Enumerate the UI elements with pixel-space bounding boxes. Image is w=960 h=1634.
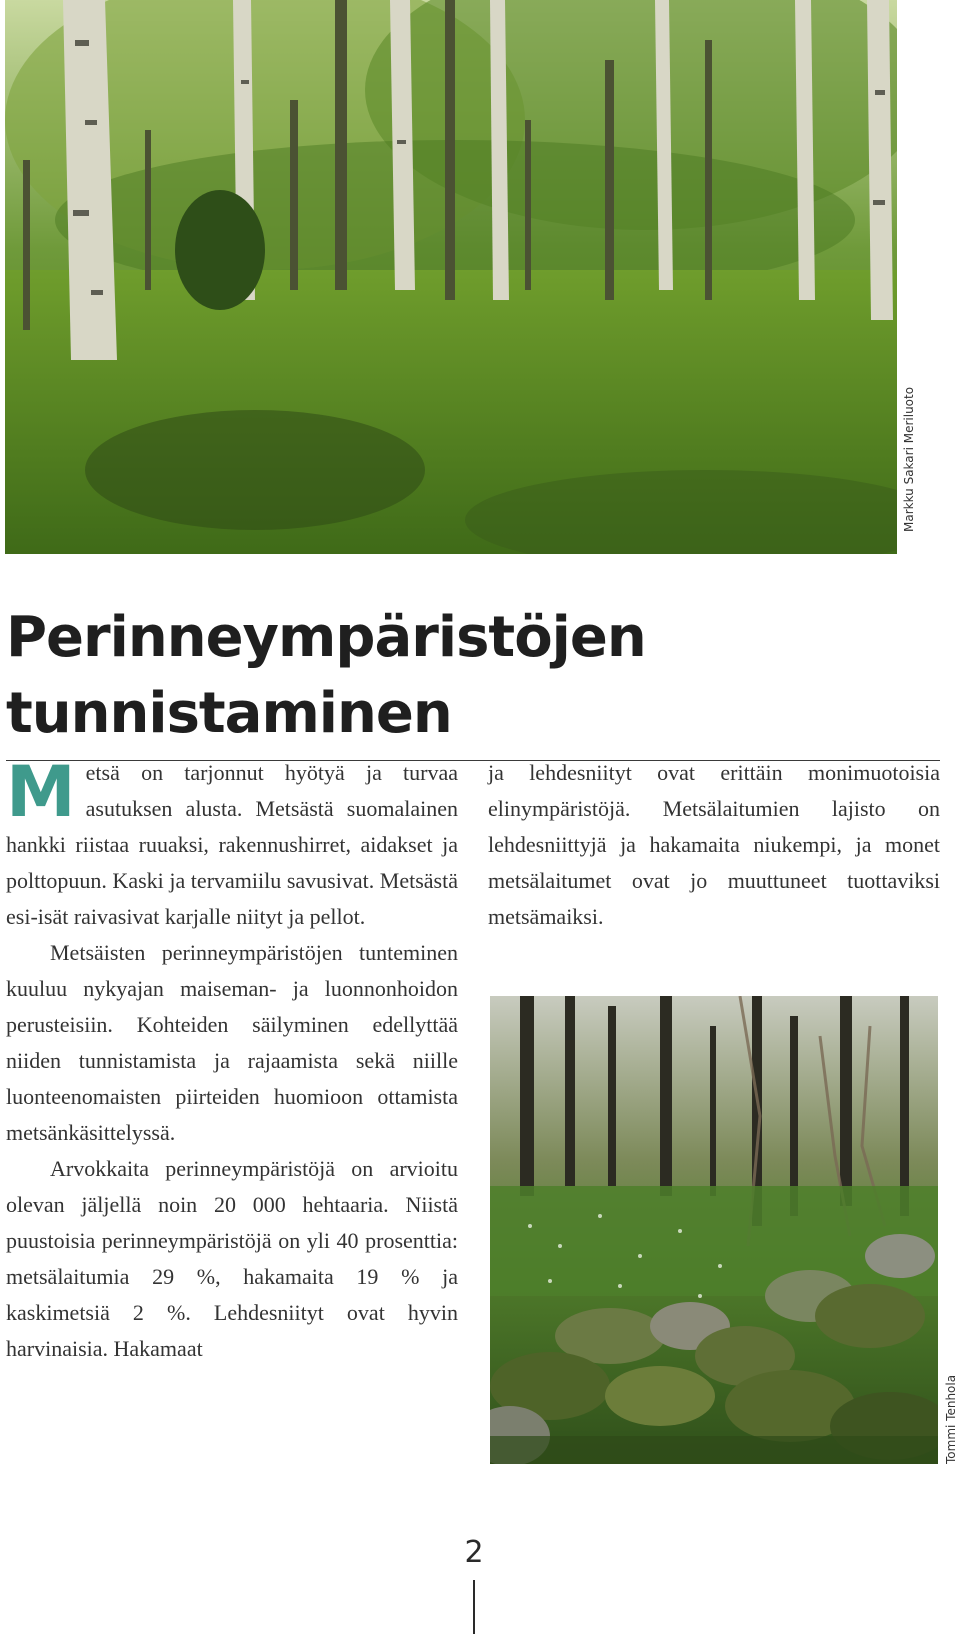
page-number: 2 [464,1535,484,1570]
paragraph-4: ja lehdesniityt ovat erittäin monimuotoisia elinympäristöjä. Metsälaitumien lajisto on lehdesniittyjä ja hakamaita niukempi, ja monet metsälaitumet ovat jo muuttuneet tuottaviksi metsämaiksi. [488,760,940,929]
page-number-rule [473,1580,475,1634]
photo-credit-bottom: Tommi Tenhola [944,1374,958,1464]
paragraph-2: Metsäisten perinneympäristöjen tunteminen kuuluu nykyajan maiseman- ja luonnonhoidon perusteisiin. Kohteiden säilyminen edellyttää niiden tunnistamista ja rajaamista sekä niille luonteenomaisten piirteiden huomioon ottamista metsänkäsittelyssä. [6,940,458,1145]
right-text-column [488,755,940,935]
drop-cap: M [6,751,76,833]
birch-forest-photo [5,0,897,554]
paragraph-1-text: etsä on tarjonnut hyötyä ja turvaa asutuksen alusta. Metsästä suomalainen hankki riistaa ruuaksi, rakennushirret, aidakset ja polttopuun. Kaski ja tervamiilu savusivat. Metsästä esi-isät raivasivat karjalle niityt ja pellot. [6,760,458,929]
title-line-2: tunnistaminen [6,681,452,746]
left-text-column [6,751,458,1367]
paragraph-1 [6,751,458,935]
stone-wall-forest-photo [490,996,938,1464]
photo-credit-top: Markku Sakari Meriluoto [902,386,916,532]
title-line-1: Perinneympäristöjen [6,605,646,670]
paragraph-3: Arvokkaita perinneympäristöjä on arvioitu olevan jäljellä noin 20 000 hehtaaria. Niistä puustoisia perinneympäristöjä on yli 40 prosenttia: metsälaitumia 29 %, hakamaita 19 % ja kaskimetsiä 2 %. Lehdesniityt ovat hyvin harvinaisia. Hakamaat [6,1156,458,1361]
page-title [6,600,646,752]
